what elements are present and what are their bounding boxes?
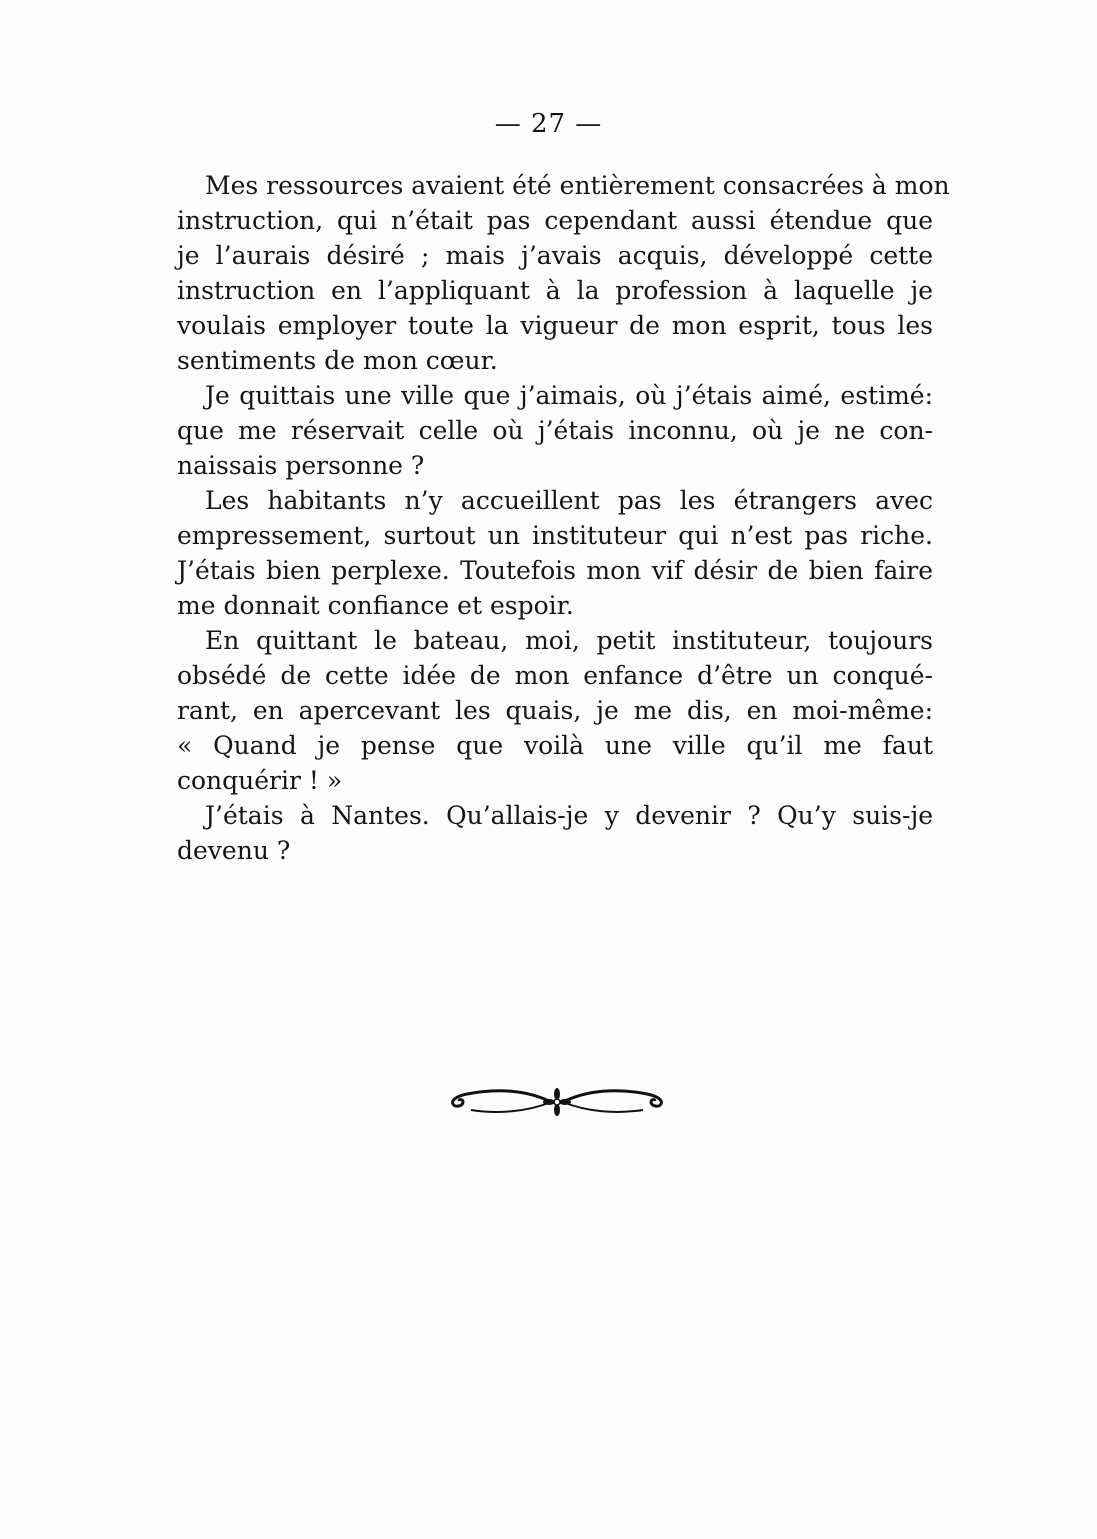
text-line: rant, en apercevant les quais, je me dis, en moi-même: bbox=[177, 696, 933, 725]
text-line: instruction en l’appliquant à la profession à laquelle je bbox=[177, 276, 933, 305]
paragraph bbox=[177, 168, 950, 378]
paragraph bbox=[177, 623, 933, 798]
text-line: Les habitants n’y accueillent pas les étrangers avec bbox=[205, 486, 933, 515]
fleuron-ornament-icon bbox=[447, 1082, 667, 1122]
body-text bbox=[177, 168, 950, 868]
text-line: voulais employer toute la vigueur de mon esprit, tous les bbox=[177, 311, 933, 340]
text-line: naissais personne ? bbox=[177, 451, 425, 480]
text-line: obsédé de cette idée de mon enfance d’être un conqué- bbox=[177, 661, 933, 690]
text-line: J’étais à Nantes. Qu’allais-je y devenir ? Qu’y suis-je bbox=[205, 801, 933, 830]
text-line: conquérir ! » bbox=[177, 766, 343, 795]
text-line: devenu ? bbox=[177, 836, 291, 865]
text-line: En quittant le bateau, moi, petit instituteur, toujours bbox=[205, 626, 933, 655]
text-line: que me réservait celle où j’étais inconnu, où je ne con- bbox=[177, 416, 933, 445]
text-line: « Quand je pense que voilà une ville qu’il me faut bbox=[177, 731, 933, 760]
text-line: je l’aurais désiré ; mais j’avais acquis, développé cette bbox=[177, 241, 933, 270]
text-line: Mes ressources avaient été entièrement consacrées à mon bbox=[205, 171, 950, 200]
paragraph bbox=[177, 378, 933, 483]
text-line: J’étais bien perplexe. Toutefois mon vif désir de bien faire bbox=[177, 556, 933, 585]
text-line: Je quittais une ville que j’aimais, où j’étais aimé, estimé: bbox=[205, 381, 933, 410]
text-line: me donnait confiance et espoir. bbox=[177, 591, 574, 620]
text-line: instruction, qui n’était pas cependant aussi étendue que bbox=[177, 206, 933, 235]
text-line: sentiments de mon cœur. bbox=[177, 346, 498, 375]
paragraph bbox=[177, 798, 933, 868]
text-line: empressement, surtout un instituteur qui n’est pas riche. bbox=[177, 521, 933, 550]
page-number: — 27 — bbox=[494, 109, 603, 139]
paragraph bbox=[177, 483, 933, 623]
